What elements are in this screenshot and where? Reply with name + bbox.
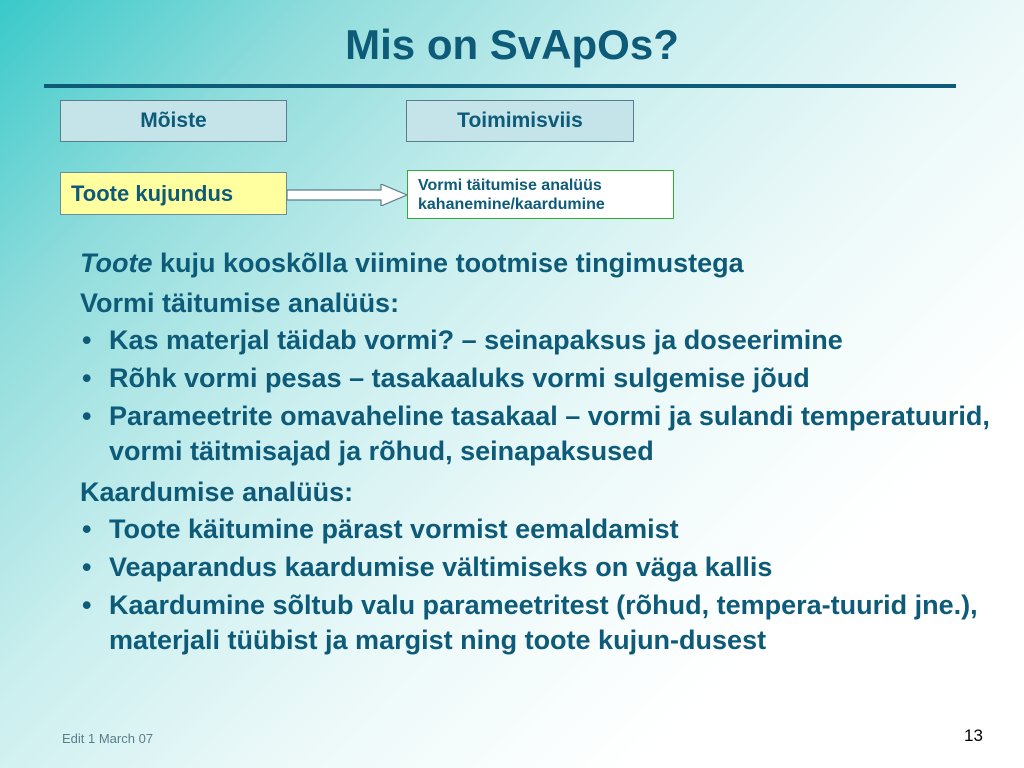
bullet-icon: • — [82, 363, 92, 393]
list-item-text: Veaparandus kaardumise vältimiseks on väga kallis — [109, 552, 773, 582]
bullet-icon: • — [82, 590, 92, 620]
toimimisviis-label: Toimimisviis — [457, 109, 583, 132]
slide-body — [80, 243, 1000, 661]
list-item — [80, 550, 1000, 585]
vormi-analyys-box — [407, 170, 674, 219]
moiste-label: Mõiste — [140, 109, 207, 132]
list-item-text: Kaardumine sõltub valu parameetritest (rõhud, tempera-tuurid jne.), materjali tüübist ja margist ning toote kujun-dusest — [109, 590, 978, 655]
bullet-icon: • — [82, 552, 92, 582]
list-item — [80, 361, 1000, 396]
list-item — [80, 512, 1000, 547]
list-item-text: Kas materjal täidab vormi? – seinapaksus ja doseerimine — [109, 325, 843, 355]
section2-heading: Kaardumise analüüs: — [80, 477, 354, 507]
toote-kujundus-box — [60, 172, 287, 215]
list-item — [80, 588, 1000, 658]
list-item-text: Toote käitumine pärast vormist eemaldamist — [109, 514, 679, 544]
toimimisviis-box — [406, 100, 634, 142]
page-number: 13 — [964, 726, 983, 745]
bullet-icon: • — [82, 325, 92, 355]
vormi-analyys-line2: kahanemine/kaardumine — [418, 195, 605, 213]
slide-title: Mis on SvApOs? — [345, 21, 679, 68]
right-arrow-icon — [287, 184, 409, 206]
bullet-icon: • — [82, 514, 92, 544]
list-item-text: Rõhk vormi pesas – tasakaaluks vormi sulgemise jõud — [109, 363, 810, 393]
section2-list — [80, 512, 1000, 658]
title-divider — [44, 84, 956, 88]
intro-line — [80, 243, 1000, 283]
moiste-box — [60, 100, 287, 142]
intro-italic: Toote — [80, 248, 153, 278]
list-item — [80, 323, 1000, 358]
footer-edit-date: Edit 1 March 07 — [62, 731, 154, 746]
toote-kujundus-label: Toote kujundus — [71, 180, 234, 206]
section1-list — [80, 323, 1000, 469]
bullet-icon: • — [82, 401, 92, 431]
list-item-text: Parameetrite omavaheline tasakaal – vormi ja sulandi temperatuurid, vormi täitmisajad ja rõhud, seinapaksused — [109, 401, 990, 466]
list-item — [80, 399, 1000, 469]
vormi-analyys-line1: Vormi täitumise analüüs — [418, 176, 602, 194]
section1-heading: Vormi täitumise analüüs: — [80, 288, 400, 318]
intro-rest: kuju kooskõlla viimine tootmise tingimustega — [152, 248, 744, 278]
